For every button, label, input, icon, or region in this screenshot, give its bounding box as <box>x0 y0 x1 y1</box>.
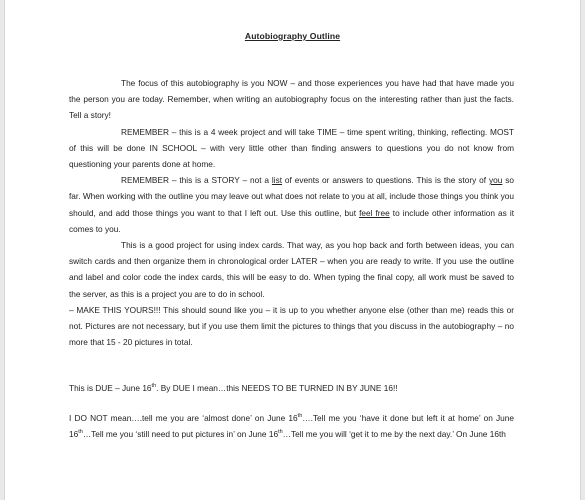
superscript: th <box>297 412 303 419</box>
paragraph-focus: The focus of this autobiography is you NOW – and those experiences you have had that have made you the person you are today. Remember, when writing an autobiography focus on the interesting rather than just the facts. Tell a story! <box>69 78 514 121</box>
document-title: Autobiography Outline <box>244 31 341 41</box>
text-run: ….Tell me you ‘have it done but left it at home’ on June 16 <box>69 412 514 439</box>
underlined-word-list: list <box>271 175 283 186</box>
superscript: th <box>78 428 83 435</box>
superscript: th <box>151 383 157 390</box>
spacer <box>69 350 514 380</box>
text-run: …Tell me you will ‘get it to me by the next day.’ On June 16th <box>282 428 506 439</box>
paragraph-index-cards: This is a good project for using index cards. That way, as you hop back and forth between ideas, you can switch cards and then organize them in chronological order LATER – when you are ready to write. If you use the outline and label and color code the index cards, this will be easy to do. When typing the final copy, all work must be saved to the server, as this is a project you are to do in school. <box>69 240 514 299</box>
paragraph-due-date <box>69 380 514 396</box>
underlined-word-you: you <box>488 175 503 186</box>
underlined-phrase-feel-free: feel free <box>359 207 390 218</box>
document-page <box>4 0 581 500</box>
paragraph-make-this-yours: – MAKE THIS YOURS!!! This should sound like you – it is up to you whether anyone else (other than me) reads this or not. Pictures are not necessary, but if you use them limit the pictures to things that you discuss in the autobiography – no more that 15 - 20 pictures in total. <box>69 304 514 348</box>
text-run: …Tell me you ‘still need to put pictures in’ on June 16 <box>82 428 279 439</box>
text-run: REMEMBER – this is a STORY – not a <box>121 175 272 186</box>
text-run: to include other information as it comes to you. <box>69 207 514 234</box>
paragraph-do-not-mean <box>69 410 514 442</box>
superscript: th <box>278 428 283 435</box>
paragraph-remember-story <box>69 172 514 237</box>
text-run: This is DUE – June 16 <box>69 383 152 394</box>
text-run: so far. When working with the outline you may leave out what does not relate to you at all, include those things you think you should, and add those things you want to that I left out. Use this outline, but <box>69 175 514 218</box>
text-run: I DO NOT mean….tell me you are ‘almost done’ on June 16 <box>69 412 298 423</box>
text-run: of events or answers to questions. This is the story of <box>282 175 489 186</box>
text-run: . By DUE I mean…this NEEDS TO BE TURNED IN BY JUNE 16!! <box>156 383 398 394</box>
document-body <box>69 75 514 442</box>
paragraph-remember-time: REMEMBER – this is a 4 week project and will take TIME – time spent writing, thinking, reflecting. MOST of this will be done IN SCHOOL – with very little other than finding answers to questions you do not know from questioning your parents done at home. <box>69 126 514 170</box>
spacer <box>69 397 514 410</box>
